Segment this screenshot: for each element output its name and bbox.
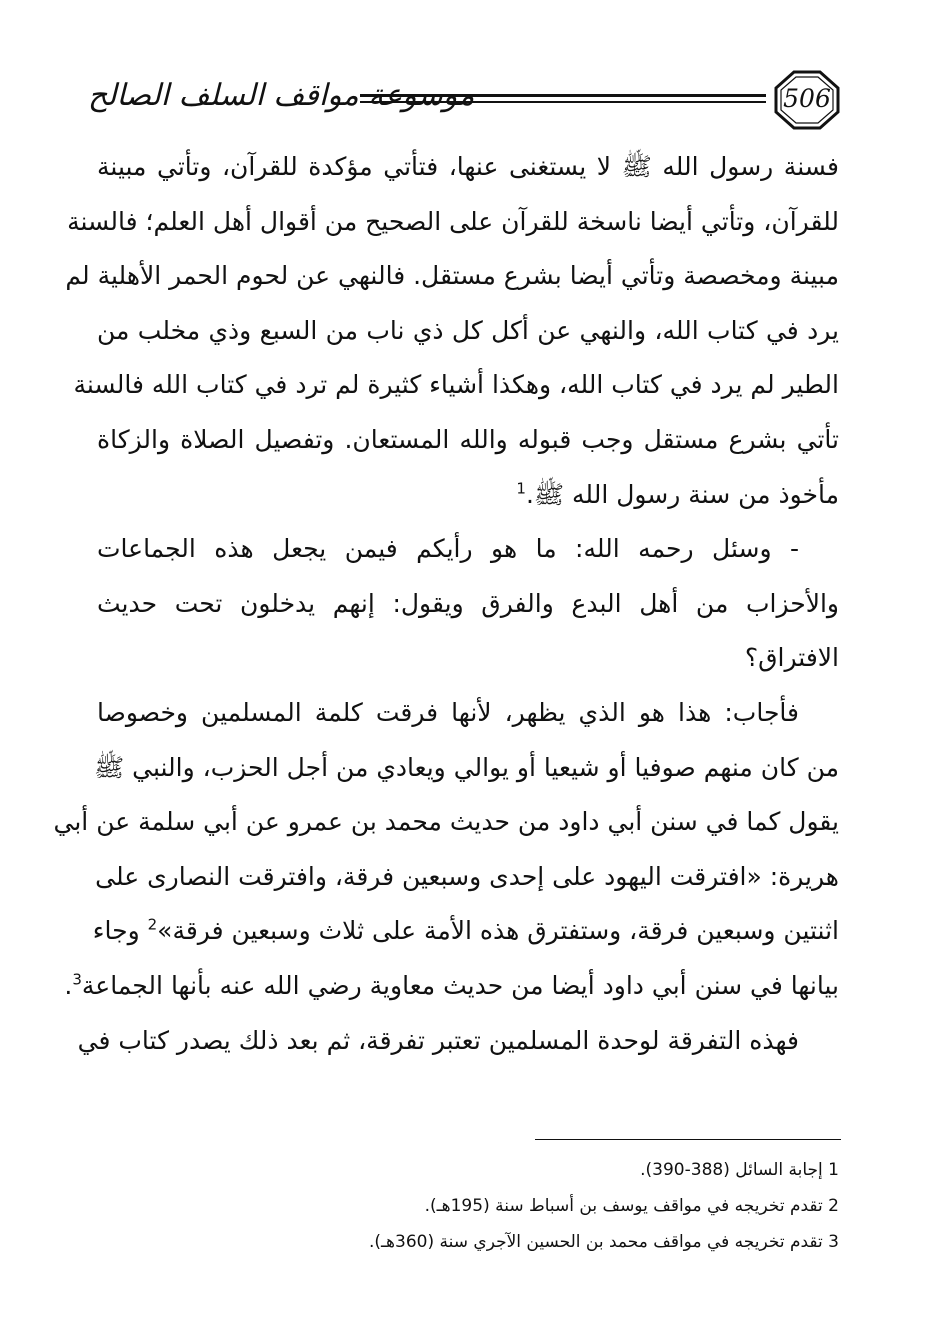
text-line — [64, 959, 839, 1014]
text-line: الافتراق؟ — [744, 643, 839, 673]
text-line — [97, 468, 839, 523]
text-segment: مأخوذ من سنة رسول الله ﷺ. — [525, 479, 839, 509]
text-segment: اثنتين وسبعين فرقة، وستفترق هذه الأمة على ثلاث وسبعين فرقة» — [157, 916, 839, 946]
text-line: فسنة رسول الله ﷺ لا يستغنى عنها، فتأتي مؤكدة للقرآن، وتأتي مبينة — [97, 152, 839, 181]
footnote-ref: 3 — [72, 970, 82, 989]
footnote-number: 2 — [828, 1196, 839, 1216]
footnote-number: 1 — [828, 1160, 839, 1180]
footnote — [97, 1188, 839, 1224]
page-number: 506 — [783, 84, 831, 113]
footnote-number: 3 — [828, 1232, 839, 1252]
text-segment: وجاء — [92, 916, 140, 946]
footnote-ref: 2 — [147, 915, 158, 934]
footnote-text: إجابة السائل (388-390). — [640, 1160, 823, 1180]
text-line: فهذه التفرقة لوحدة المسلمين تعتبر تفرقة، ثم بعد ذلك يصدر كتاب في — [77, 1025, 799, 1055]
text-line: فأجاب: هذا هو الذي يظهر، لأنها فرقت كلمة المسلمين وخصوصا — [97, 697, 799, 727]
footnote-separator — [535, 1139, 841, 1140]
text-line: يرد في كتاب الله، والنهي عن أكل كل ذي ناب من السبع وذي مخلب من — [97, 315, 839, 345]
text-line: هريرة: «افترقت اليهود على إحدى وسبعين فرقة، وافترقت النصارى على — [95, 861, 839, 891]
footnote — [97, 1152, 839, 1188]
page-number-badge — [774, 70, 840, 130]
main-text — [53, 140, 839, 1068]
text-line: يقول كما في سنن أبي داود من حديث محمد بن عمرو عن أبي سلمة عن أبي — [53, 807, 839, 837]
text-line: تأتي بشرع مستقل وجب قبوله والله المستعان. وتفصيل الصلاة والزكاة — [97, 424, 839, 454]
book-title: موسوعة مواقف السلف الصالح — [88, 78, 475, 113]
text-segment: بيانها في سنن أبي داود أيضا من حديث معاوية رضي الله عنه بأنها الجماعة — [81, 970, 839, 1000]
footnote-ref: 1 — [516, 479, 526, 498]
footnote-text: تقدم تخريجه في مواقف يوسف بن أسباط سنة (195هـ). — [424, 1196, 823, 1216]
footnote — [97, 1224, 839, 1260]
page-header — [88, 70, 848, 130]
text-line: مبينة ومخصصة وتأتي أيضا بشرع مستقل. فالنهي عن لحوم الحمر الأهلية لم — [65, 261, 839, 291]
text-line: الطير لم يرد في كتاب الله، وهكذا أشياء كثيرة لم ترد في كتاب الله فالسنة — [73, 370, 839, 400]
text-segment: . — [64, 970, 73, 1000]
text-line: من كان منهم صوفيا أو شيعيا أو يوالي ويعادي من أجل الحزب، والنبي ﷺ — [93, 752, 839, 782]
header-rule — [360, 94, 766, 106]
text-line — [92, 904, 839, 959]
text-line: - وسئل رحمه الله: ما هو رأيكم فيمن يجعل هذه الجماعات — [97, 534, 799, 564]
text-line: والأحزاب من أهل البدع والفرق ويقول: إنهم يدخلون تحت حديث — [97, 588, 839, 618]
footnote-text: تقدم تخريجه في مواقف محمد بن الحسين الآجري سنة (360هـ). — [369, 1232, 823, 1252]
footnotes — [97, 1152, 839, 1260]
text-line: للقرآن، وتأتي أيضا ناسخة للقرآن على الصحيح من أقوال أهل العلم؛ فالسنة — [67, 206, 839, 236]
